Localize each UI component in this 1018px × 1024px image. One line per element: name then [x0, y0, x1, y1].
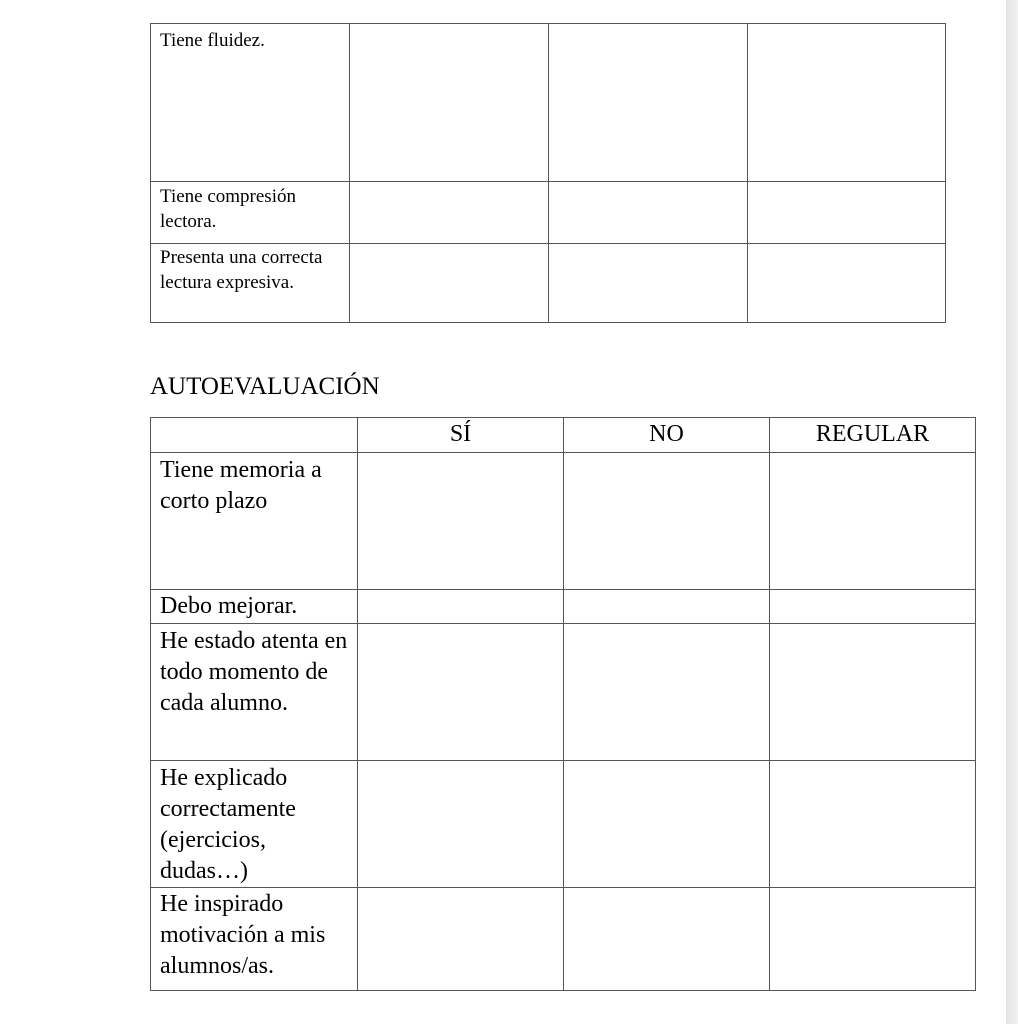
row-label: Tiene compresión lectora. [151, 182, 350, 244]
row-label: He explicado correctamente (ejercicios, dudas…) [151, 761, 358, 888]
header-cell-empty [151, 418, 358, 453]
row-label: Tiene fluidez. [151, 24, 350, 182]
table-cell [358, 453, 564, 590]
header-cell-si: SÍ [358, 418, 564, 453]
table-row [151, 24, 946, 182]
self-evaluation-table [150, 417, 976, 991]
table-cell [770, 453, 976, 590]
table-cell [564, 888, 770, 991]
header-cell-regular: REGULAR [770, 418, 976, 453]
table-cell [748, 24, 946, 182]
page-edge-shadow [1006, 0, 1018, 1024]
table-cell [350, 24, 549, 182]
table-row [151, 624, 976, 761]
table-row [151, 182, 946, 244]
header-cell-no: NO [564, 418, 770, 453]
table-row [151, 590, 976, 624]
table-cell [748, 182, 946, 244]
reading-evaluation-table [150, 23, 946, 323]
row-label: He inspirado motivación a mis alumnos/as. [151, 888, 358, 991]
table-cell [564, 453, 770, 590]
table-cell [564, 590, 770, 624]
table-row [151, 761, 976, 888]
table-cell [770, 590, 976, 624]
table-row [151, 888, 976, 991]
table-cell [770, 624, 976, 761]
table-header-row [151, 418, 976, 453]
row-label: He estado atenta en todo momento de cada alumno. [151, 624, 358, 761]
table-cell [350, 244, 549, 323]
table-cell [770, 761, 976, 888]
row-label: Presenta una correcta lectura expresiva. [151, 244, 350, 323]
table-cell [549, 24, 748, 182]
table-cell [564, 761, 770, 888]
row-label: Tiene memoria a corto plazo [151, 453, 358, 590]
table-cell [358, 888, 564, 991]
table-cell [358, 590, 564, 624]
table-cell [350, 182, 549, 244]
table-row [151, 244, 946, 323]
table-cell [564, 624, 770, 761]
table-row [151, 453, 976, 590]
table-cell [770, 888, 976, 991]
table-cell [549, 244, 748, 323]
table-cell [358, 624, 564, 761]
row-label: Debo mejorar. [151, 590, 358, 624]
table-cell [549, 182, 748, 244]
table-cell [748, 244, 946, 323]
section-heading: AUTOEVALUACIÓN [150, 373, 380, 400]
table-cell [358, 761, 564, 888]
